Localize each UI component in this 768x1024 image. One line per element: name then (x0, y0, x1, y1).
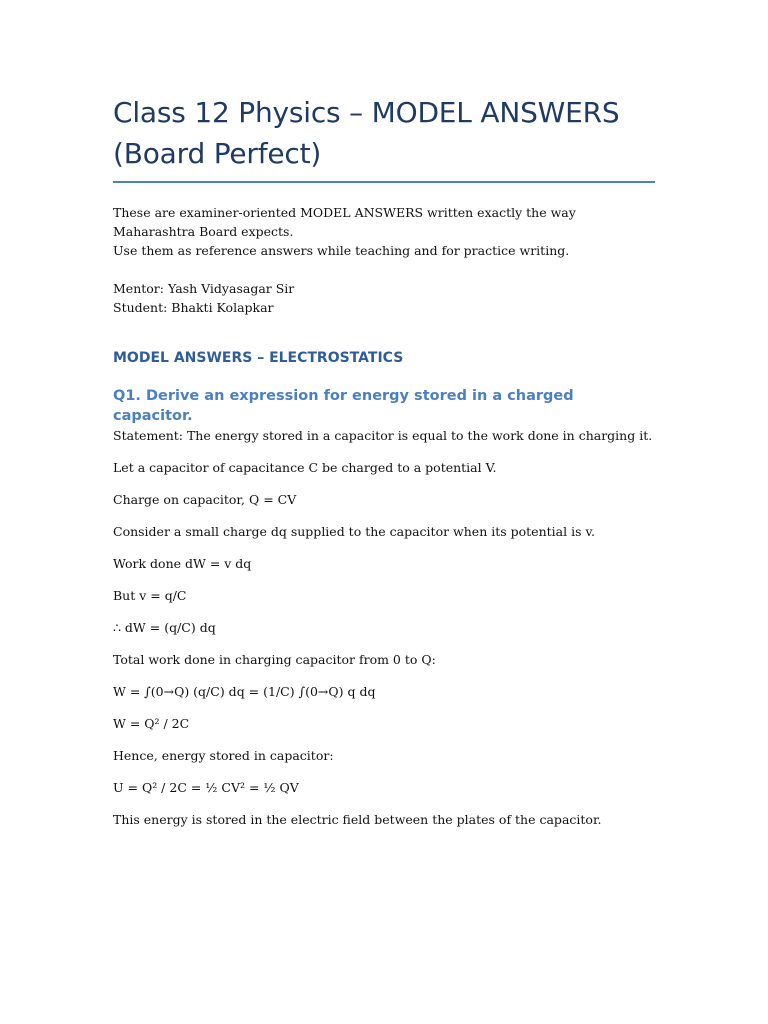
answer-line: Charge on capacitor, Q = CV (113, 492, 297, 507)
title-divider (113, 181, 655, 183)
title-line-2: (Board Perfect) (113, 137, 322, 170)
answer-line: Total work done in charging capacitor from 0 to Q: (113, 652, 436, 667)
title-line-1: Class 12 Physics – MODEL ANSWERS (113, 96, 620, 129)
student-line: Student: Bhakti Kolapkar (113, 300, 274, 315)
answer-line: Let a capacitor of capacitance C be charged to a potential V. (113, 460, 497, 475)
answer-line: U = Q² / 2C = ½ CV² = ½ QV (113, 780, 299, 795)
answer-line: W = ∫(0→Q) (q/C) dq = (1/C) ∫(0→Q) q dq (113, 684, 376, 699)
intro-line-2: Use them as reference answers while teaching and for practice writing. (113, 243, 570, 258)
answer-line: Statement: The energy stored in a capacitor is equal to the work done in charging it. (113, 428, 653, 443)
credits (113, 279, 656, 317)
answer-line: ∴ dW = (q/C) dq (113, 620, 216, 635)
answer-line: This energy is stored in the electric field between the plates of the capacitor. (113, 812, 602, 827)
answer-line: But v = q/C (113, 588, 187, 603)
answer-line: Work done dW = v dq (113, 556, 252, 571)
answer-line: W = Q² / 2C (113, 716, 190, 731)
intro-paragraph (113, 203, 656, 260)
answer-line: Consider a small charge dq supplied to the capacitor when its potential is v. (113, 524, 596, 539)
answer-line: Hence, energy stored in capacitor: (113, 748, 334, 763)
answer-body (113, 426, 656, 842)
section-heading: MODEL ANSWERS – ELECTROSTATICS (113, 350, 404, 366)
question-heading: Q1. Derive an expression for energy stored in a charged capacitor. (113, 388, 574, 424)
page-title (113, 92, 656, 174)
document-page (113, 92, 656, 842)
mentor-line: Mentor: Yash Vidyasagar Sir (113, 281, 295, 296)
intro-line-1: These are examiner-oriented MODEL ANSWERS written exactly the way Maharashtra Board expects. (113, 205, 576, 239)
